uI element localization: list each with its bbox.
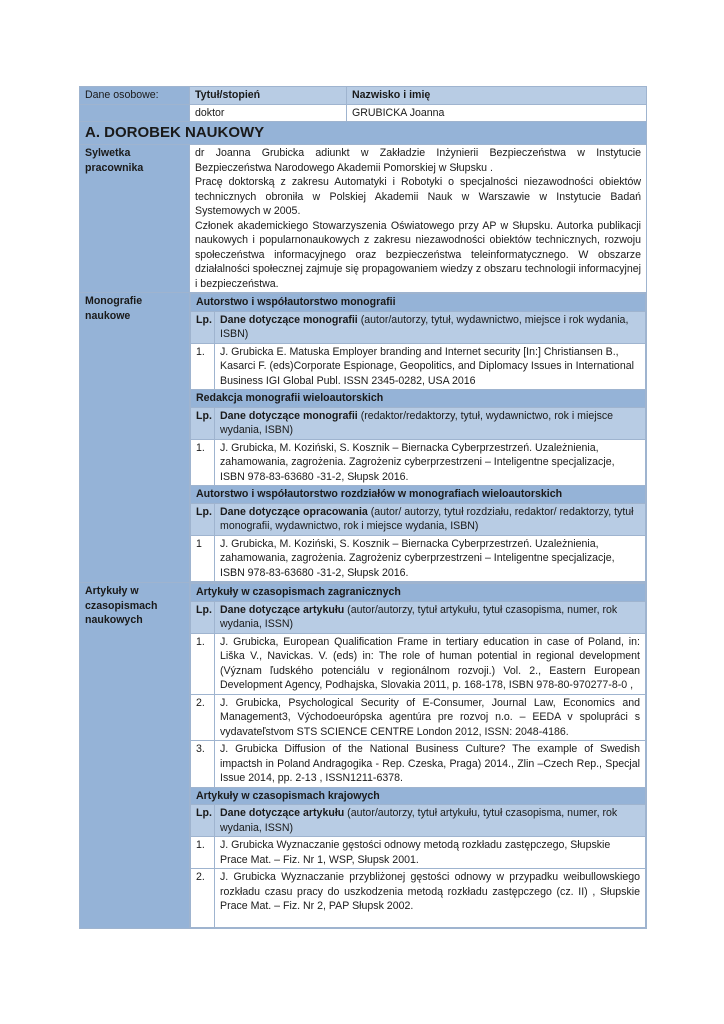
- item-number: 2.: [191, 694, 215, 741]
- description-rest: (redaktor/redaktorzy, tytuł, wydawnictwo, rok i miejsce wydania, ISBN): [220, 409, 614, 436]
- title-column-header: Tytuł/stopień: [190, 87, 347, 105]
- domestic-articles-title: Artykuły w czasopismach krajowych: [191, 787, 646, 805]
- name-column-header: Nazwisko i imię: [347, 87, 647, 105]
- profile-paragraph: Pracę doktorską z zakresu Automatyki i Robotyki o specjalności niezawodności obiektów technicznych obroniła w Polskiej Akademii Nauk w Warszawie w Instytucie Badań Systemowych w 2005.: [195, 176, 641, 217]
- title-value: doktor: [190, 104, 347, 122]
- articles-content: [190, 583, 647, 929]
- item-number: 1.: [191, 837, 215, 869]
- profile-text: [190, 145, 647, 293]
- personal-data-spacer: [80, 104, 190, 122]
- description-rest: (autor/ autorzy, tytuł rozdziału, redaktor/ redaktorzy, tytuł monografii, wydawnictwo, rok i miejsce wydania, ISBN): [220, 505, 634, 532]
- articles-label: Artykuły w czasopismach naukowych: [80, 583, 190, 929]
- description-bold: Dane dotyczące artykułu: [220, 603, 345, 616]
- item-text: J. Grubicka, European Qualification Frame in tertiary education in case of Poland, in: Liška V., Navickas. V. (eds) in: The role of human potential in regional development (Význam ľudského potenciálu v regionálnom rozvoji.) Vol. 2., Eastern European Development Agency, Podhajska, Slovakia 2011, p. 168-178, ISBN 978-80-970277-8-0 ,: [215, 633, 646, 694]
- monographs-authored-title: Autorstwo i współautorstwo monografii: [191, 294, 646, 312]
- lp-header: Lp.: [191, 503, 215, 535]
- description-bold: Dane dotyczące monografii: [220, 409, 358, 422]
- description-bold: Dane dotyczące artykułu: [220, 807, 345, 819]
- description-rest: (autor/autorzy, tytuł artykułu, tytuł czasopisma, numer, rok wydania, ISSN): [220, 807, 618, 834]
- column-description: [215, 601, 646, 633]
- description-rest: (autor/autorzy, tytuł, wydawnictwo, miejsce i rok wydania, ISBN): [220, 313, 629, 340]
- lp-header: Lp.: [191, 601, 215, 633]
- profile-paragraph: dr Joanna Grubicka adiunkt w Zakładzie Inżynierii Bezpieczeństwa w Instytucie Bezpieczeństwa Narodowego Akademii Pomorskiej w Słupsku .: [195, 147, 641, 174]
- item-text: J. Grubicka, M. Koziński, S. Kosznik – Biernacka Cyberprzestrzeń. Uzależnienia, zahamowania, zagrożenia. Zagrożeniz cyberprzestrzeni – Inteligentne specjalizacje, ISBN 978-83-63680 -31-2, Słupsk 2016.: [215, 439, 646, 486]
- document-table: [79, 86, 647, 929]
- foreign-articles-title: Artykuły w czasopismach zagranicznych: [191, 584, 646, 602]
- item-text: J. Grubicka E. Matuska Employer branding and Internet security [In:] Christiansen B., Kasarci F. (eds)Corporate Espionage, Geopolitics, and Diplomacy Issues in International Business IGI Global Publ. ISSN 2345-0282, USA 2016: [215, 343, 646, 390]
- monographs-edited-title: Redakcja monografii wieloautorskich: [191, 390, 646, 408]
- item-number: 1.: [191, 343, 215, 390]
- column-description: [215, 805, 646, 837]
- description-bold: Dane dotyczące monografii: [220, 313, 358, 326]
- description-rest: (autor/autorzy, tytuł artykułu, tytuł czasopisma, numer, rok wydania, ISSN): [220, 603, 618, 630]
- item-text: J. Grubicka, M. Koziński, S. Kosznik – Biernacka Cyberprzestrzeń. Uzależnienia, zahamowania, zagrożenia. Zagrożeniz cyberprzestrzeni – Inteligentne specjalizacje, ISBN 978-83-63680 -31-2, Słupsk 2016.: [215, 535, 646, 582]
- articles-table: [190, 583, 646, 928]
- monographs-table: [190, 293, 646, 582]
- column-description: [215, 503, 646, 535]
- monographs-content: [190, 293, 647, 583]
- item-number: 1.: [191, 633, 215, 694]
- lp-header: Lp.: [191, 407, 215, 439]
- item-number: 3.: [191, 741, 215, 788]
- column-description: [215, 407, 646, 439]
- lp-header: Lp.: [191, 311, 215, 343]
- personal-data-label: Dane osobowe:: [80, 87, 190, 105]
- profile-paragraph: Członek akademickiego Stowarzyszenia Oświatowego przy AP w Słupsku. Autorka publikacji naukowych i popularnonaukowych z zakresu niezawodności obiektów technicznych, rozwoju społeczeństwa informacyjnego oraz bezpieczeństwa teleinformatycznego. W obszarze działalności społecznej zajmuje się propagowaniem wiedzy z obszaru technologii informacyjnej i bezpieczeństwa.: [195, 219, 641, 290]
- monographs-chapters-title: Autorstwo i współautorstwo rozdziałów w monografiach wieloautorskich: [191, 486, 646, 504]
- lp-header: Lp.: [191, 805, 215, 837]
- item-number: 1.: [191, 439, 215, 486]
- item-text: J. Grubicka Wyznaczanie przybliżonej gęstości odnowy w przypadku weibullowskiego rozkładu czasu pracy do uszkodzenia metodą rozkładu zastępczego (cz. II) , Słupskie Prace Mat. – Fiz. Nr 2, PAP Słupsk 2002.: [215, 869, 646, 928]
- item-text: J. Grubicka Diffusion of the National Business Culture? The example of Swedish impactsh in Poland Andragogika - Rep. Czeska, Praga) 2014., Zlin –Czech Rep., Specjal Issue 2014, pp. 2-13 , ISSN1211-6378.: [215, 741, 646, 788]
- section-a-heading: A. DOROBEK NAUKOWY: [80, 122, 647, 145]
- column-description: [215, 311, 646, 343]
- item-number: 1: [191, 535, 215, 582]
- item-number: 2.: [191, 869, 215, 928]
- monographs-label: Monografie naukowe: [80, 293, 190, 583]
- item-text: J. Grubicka, Psychological Security of E-Consumer, Journal Law, Economics and Management3, Východoeurópska agentúra pre rozvoj n.o. – EEDA v spolupráci s vydavateľstvom STS SCIENCE CENTRE London 2012, ISSN: 2048-4186.: [215, 694, 646, 741]
- profile-label: Sylwetka pracownika: [80, 145, 190, 293]
- name-value: GRUBICKA Joanna: [347, 104, 647, 122]
- item-text: J. Grubicka Wyznaczanie gęstości odnowy metodą rozkładu zastępczego, Słupskie Prace Mat. – Fiz. Nr 1, WSP, Słupsk 2001.: [215, 837, 646, 869]
- description-bold: Dane dotyczące opracowania: [220, 505, 368, 518]
